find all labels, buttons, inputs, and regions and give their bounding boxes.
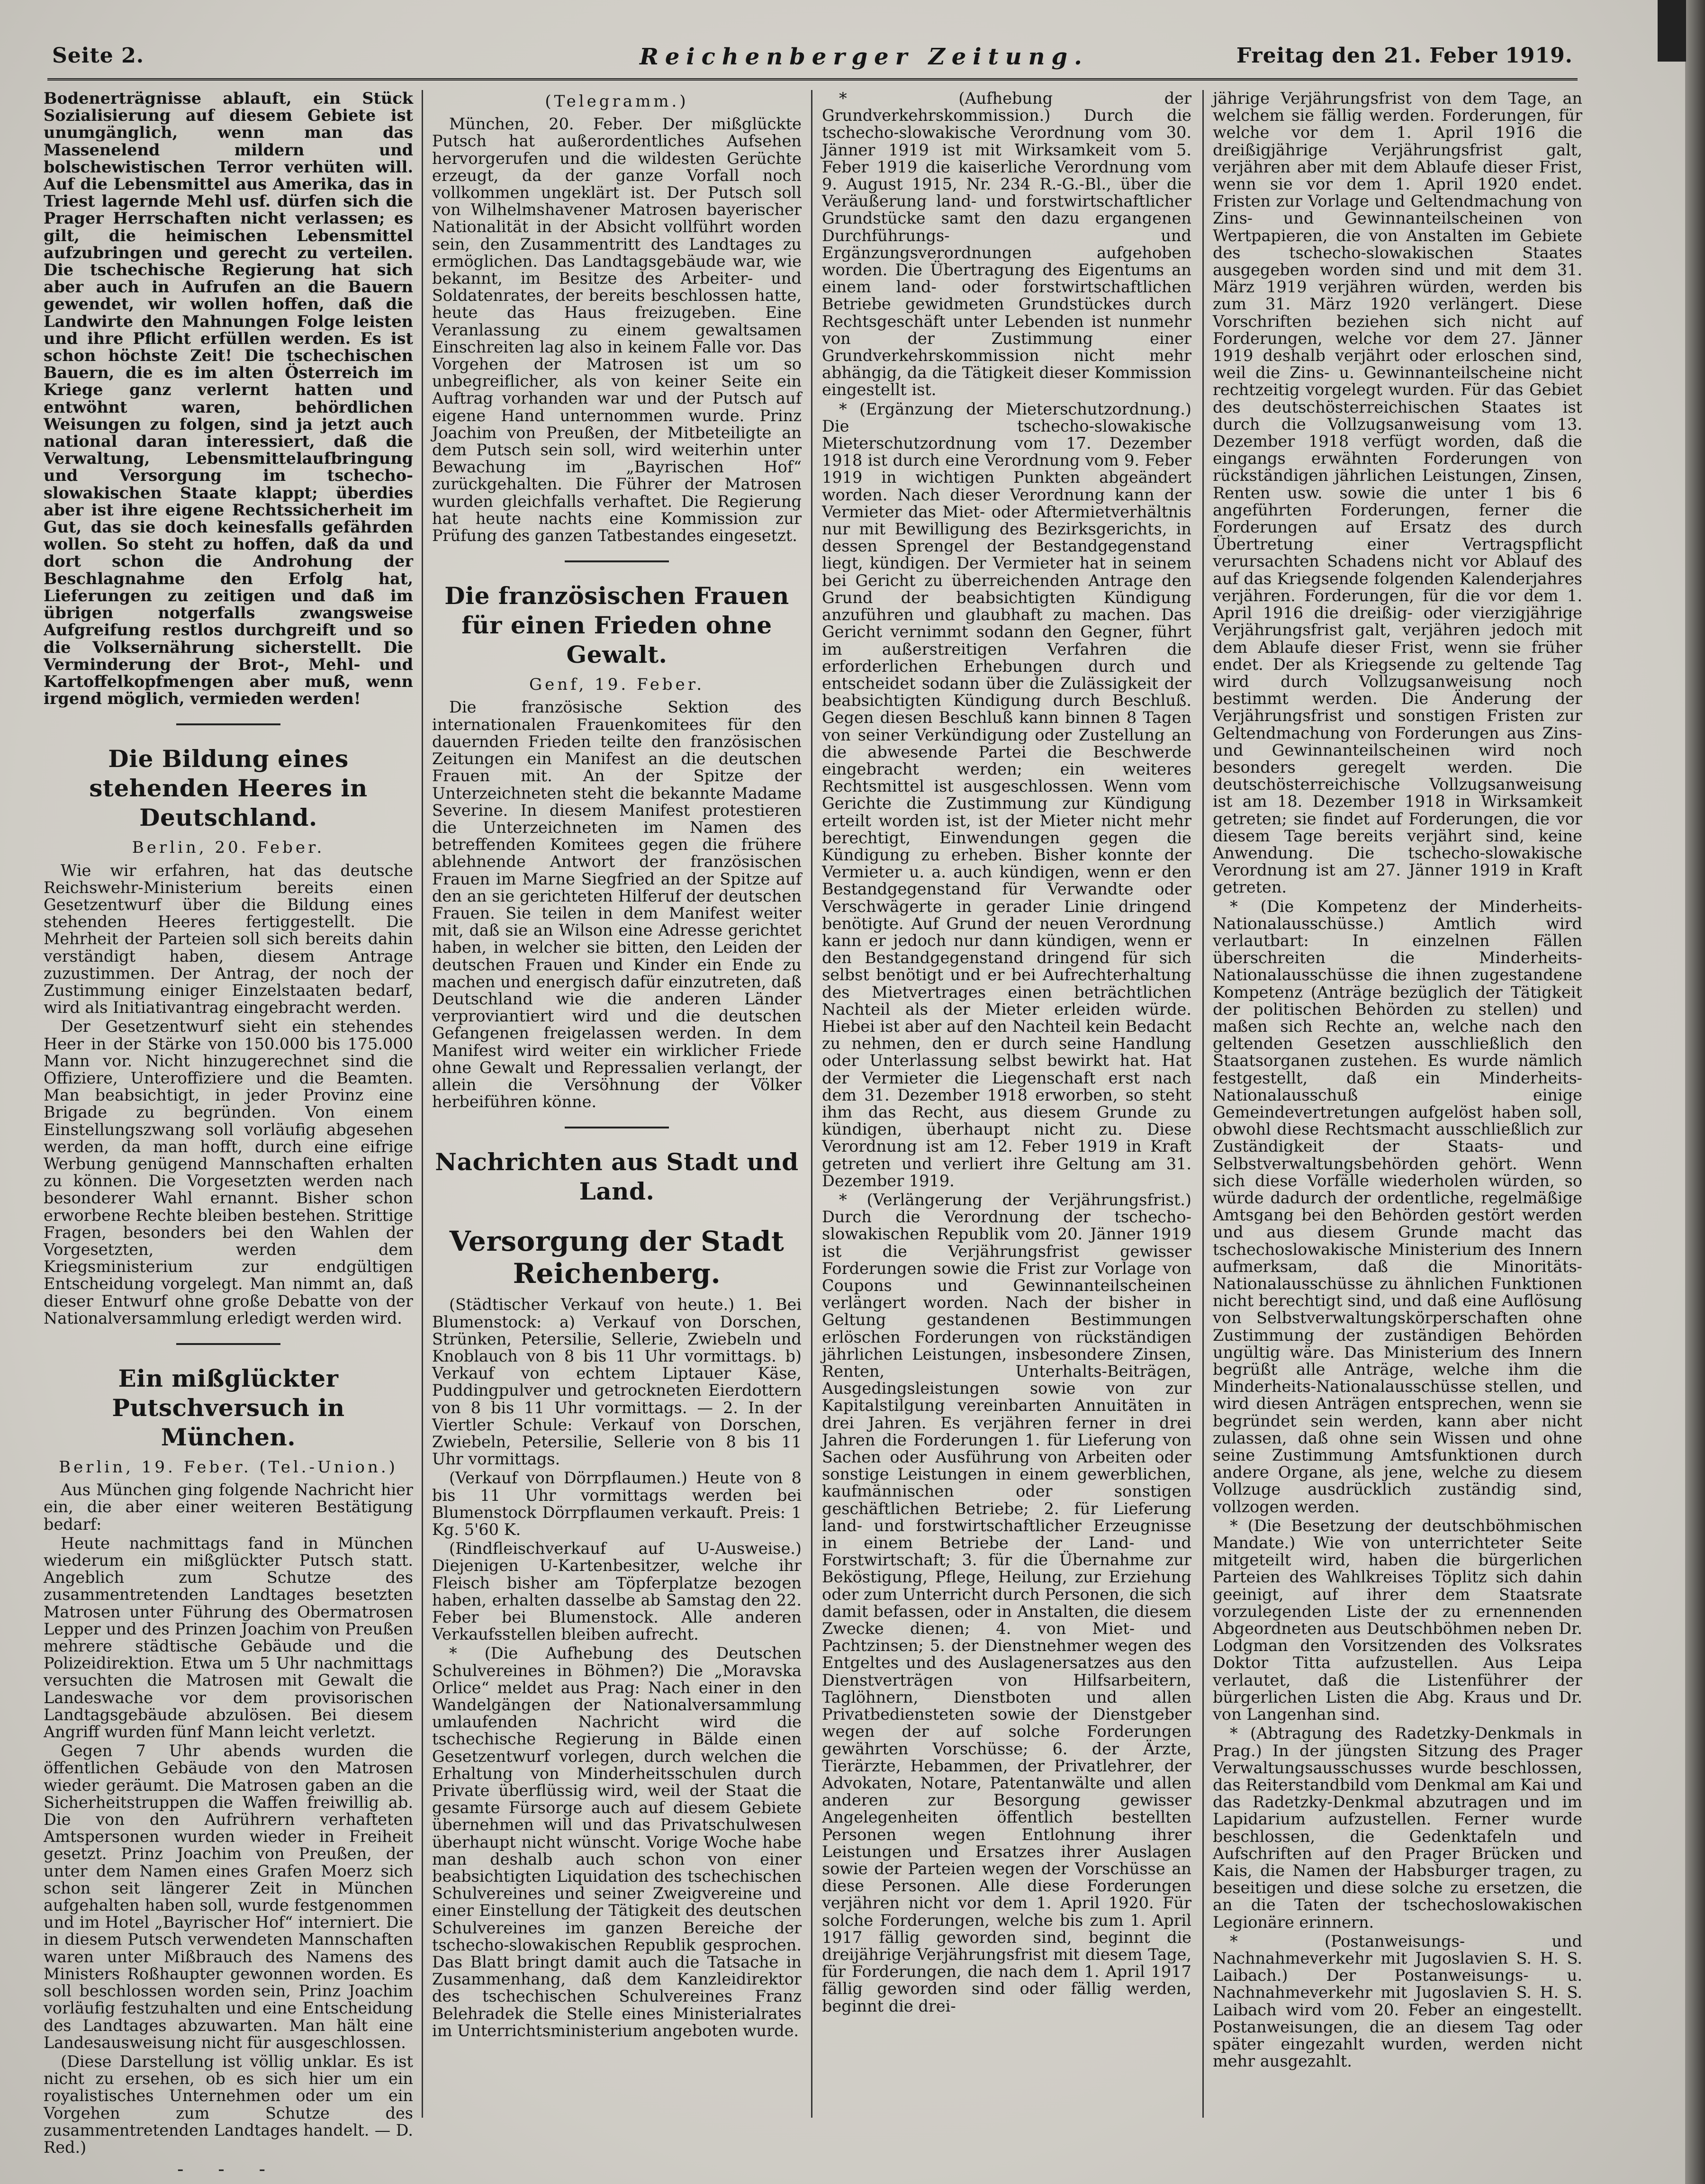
article-divider <box>176 723 280 725</box>
column-rule <box>422 90 423 2118</box>
article-continuation: Bodenerträgnisse ablauft, ein Stück Sozialisierung auf diesem Gebiete ist unumgänglich, wenn man das Massenelend mildern und bolschewistischen Terror verhüten will. Auf die Lebensmittel aus Amerika, das in Triest lagernde Mehl usf. dürfen sich die Prager Herrschaften nicht verlassen; es gilt, die heimischen Lebensmittel aufzubringen und gerecht zu verteilen. Die tschechische Regierung hat sich aber auch in Aufrufen an die Bauern gewendet, wir wollen hoffen, daß die Landwirte den Mahnungen Folge leisten und ihre Pflicht erfüllen werden. Es ist schon höchste Zeit! Die tschechischen Bauern, die es im alten Österreich im Kriege ganz verlernt hatten und entwöhnt waren, behördlichen Weisungen zu folgen, sind ja jetzt auch national daran interessiert, daß die Verwaltung, Lebensmittelaufbringung und Versorgung im tschecho-slowakischen Staate klappt; überdies aber ist ihre eigene Rechtssicherheit im Gut, das sie doch keinesfalls gefährden wollen. So steht zu hoffen, daß da und dort schon die Androhung der Beschlagnahme den Erfolg hat, Lieferungen zu zeitigen und daß im übrigen notgerfalls zwangsweise Aufgreifung restlos durchgreift und so die Volksernährung sicherstellt. Die Verminderung der Brot-, Mehl- und Kartoffelkopfmengen aber muß, wenn irgend möglich, vermieden werden! <box>44 89 413 708</box>
paragraph: * (Die Kompetenz der Minderheits-Nationalausschüsse.) Amtlich wird verlautbart: In einzelnen Fällen überschreiten die Minderheits-Nationalausschüsse die ihnen zugestandene Kompetenz (Anträge bezüglich der Tätigkeit der politischen Behörden zu stellen) und maßen sich Rechte an, welche nach den geltenden Gesetzen ausschließlich den Staatsorganen zustehen. Es wurde nämlich festgestellt, daß ein Minderheits-Nationalausschuß einige Gemeindevertretungen aufgelöst haben soll, obwohl diese Rechtsmacht ausschließlich zur Zuständigkeit der Staats- und Selbstverwaltungsbehörden gehört. Wenn sich diese Vorfälle wiederholen würden, so würde dadurch der ordentliche, regelmäßige Amtsgang bei den Behörden gestört werden und aus diesem Grunde macht das tschechoslowakische Ministerium des Innern aufmerksam, daß die Minoritäts-Nationalausschüsse zu ähnlichen Funktionen nicht berechtigt sind, und daß eine Auflösung von Selbstverwaltungskörperschaften ohne Zustimmung der zuständigen Behörden ungültig wäre. Das Ministerium des Innern begrüßt alle Anträge, welche ihm die Minderheits-Nationalausschüsse stellen, und wird diesen Anträgen entsprechen, wenn sie begründet sein werden, kann aber nicht zulassen, daß ohne sein Wissen und ohne seine Zustimmung Amtsfunktionen durch andere Organe, als jene, welche zu diesem Vollzuge ausdrücklich zuständig sind, vollzogen werden. <box>1213 897 1582 1516</box>
section-end-marks: - - - <box>177 2158 280 2181</box>
paragraph: Heute nachmittags fand in München wiederum ein mißglückter Putsch statt. Angeblich zum Schutze des zusammentretenden Landtages besetzten Matrosen unter Führung des Obermatrosen Lepper und des Prinzen Joachim von Preußen mehrere städtische Gebäude und die Polizeidirektion. Etwa um 5 Uhr nachmittags versuchten die Matrosen mit Gewalt die Landeswache vor dem provisorischen Landtagsgebäude abzulösen. Bei diesem Angriff wurden fünf Mann leicht verletzt. <box>44 1534 413 1742</box>
dateline-putsch: Berlin, 19. Feber. (Tel.-Union.) <box>59 1458 398 1477</box>
dateline-heer: Berlin, 20. Feber. <box>132 838 325 857</box>
paragraph: (Städtischer Verkauf von heute.) 1. Bei Blumenstock: a) Verkauf von Dorschen, Strünken, Petersilie, Sellerie, Zwiebeln und Knoblauch von 8 bis 11 Uhr vormittags. b) Verkauf von echtem Liptauer Käse, Puddingpulver und getrockneten Eierdottern von 8 bis 11 Uhr vormittags. — 2. In der Viertler Schule: Verkauf von Dorschen, Zwiebeln, Petersilie, Sellerie von 8 bis 11 Uhr vormittags. <box>432 1295 802 1469</box>
article-divider <box>176 1343 280 1345</box>
paragraph: Gegen 7 Uhr abends wurden die öffentlichen Gebäude von den Matrosen wieder geräumt. Die Matrosen gaben an die Sicherheitstruppen die Waffen freiwillig ab. Die von den Aufrührern verhafteten Amtspersonen wurden wieder in Freiheit gesetzt. Prinz Joachim von Preußen, der unter dem Namen eines Grafen Moerz sich schon seit längerer Zeit in München aufgehalten haben soll, wurde festgenommen und im Hotel „Bayrischer Hof“ interniert. Die in diesem Putsch verwendeten Mannschaften waren unter Mißbrauch des Namens des Ministers Roßhaupter gewonnen worden. Es soll beschlossen worden sein, Prinz Joachim vorläufig festzuhalten und eine Entscheidung des Landtages abzuwarten. Man hält eine Landesausweisung nicht für ausgeschlossen. <box>44 1742 413 2052</box>
section-heading-stadt: Nachrichten aus Stadt und Land. <box>435 1148 799 1206</box>
paragraph: * (Postanweisungs- und Nachnahmeverkehr mit Jugoslavien S. H. S. Laibach.) Der Postanweisungs- u. Nachnahmeverkehr mit Jugoslavien S. H. S. Laibach wird vom 20. Feber an eingestellt. Postanweisungen, die an diesem Tag oder später eingezahlt wurden, werden nicht mehr ausgezahlt. <box>1213 1931 1582 2071</box>
telegramm-label: (Telegramm.) <box>545 92 689 111</box>
paragraph: Der Gesetzentwurf sieht ein stehendes Heer in der Stärke von 150.000 bis 175.000 Mann vor. Nicht hinzugerechnet sind die Offiziere, Unteroffiziere und die Beamten. Man beabsichtigt, in jeder Provinz eine Brigade zu begründen. Von einem Einstellungszwang soll vorläufig abgesehen werden, da man hofft, durch eine eifrige Werbung genügend Mannschaften erhalten zu können. Die Vorgesetzten werden nach besonderer Wahl ernannt. Bisher schon erworbene Rechte bleiben bestehen. Strittige Fragen, besonders bei den Wahlen der Vorgesetzten, werden dem Kriegsministerium zur endgültigen Entscheidung vorgelegt. Man nimmt an, daß dieser Entwurf ohne große Debatte von der Nationalversammlung erledigt werden wird. <box>44 1017 413 1327</box>
column-3 <box>822 90 1191 2118</box>
paragraph: jährige Verjährungsfrist von dem Tage, an welchem sie fällig werden. Forderungen, für welche vor dem 1. April 1916 die dreißigjährige Verjährungsfrist galt, verjähren aber mit dem Ablaufe dieser Frist, wenn sie vor dem 1. April 1920 endet. Fristen zur Vorlage und Geltendmachung von Zins- und Gewinnanteilscheinen von Wertpapieren, die von Anstalten im Gebiete des tschecho-slowakischen Staates ausgegeben worden sind und mit dem 31. März 1919 verjähren würden, werden bis zum 31. März 1920 verlängert. Diese Vorschriften beziehen sich nicht auf Forderungen, welche vor dem 27. Jänner 1919 deshalb verjährt oder erloschen sind, weil die Zins- u. Gewinnanteilscheine nicht rechtzeitig vorgelegt wurden. Für das Gebiet des deutschösterreichischen Staates ist durch die Vollzugsanweisung vom 13. Dezember 1918 verfügt worden, daß die eingangs erwähnten Forderungen von rückständigen jährlichen Leistungen, Zinsen, Renten usw. sowie die unter 1 bis 6 angeführten Forderungen, ferner die Forderungen auf Ersatz des durch Übertretung einer Vertragspflicht verursachten Schadens nicht vor Ablauf des auf das Kriegsende folgenden Kalenderjahres verjähren. Forderungen, für die vor dem 1. April 1916 die dreißig- oder vierzigjährige Verjährungsfrist galt, verjähren jedoch mit dem Ablaufe dieser Frist, wenn sie früher endet. Der als Kriegsende zu geltende Tag wird durch Vollzugsanweisung noch bestimmt werden. Die Änderung der Verjährungsfrist und sonstigen Fristen zur Geltendmachung von Forderungen aus Zins- und Gewinnanteilscheinen wird noch besonders geregelt werden. Die deutschösterreichische Vollzugsanweisung ist am 18. Dezember 1918 in Wirksamkeit getreten; sie findet auf Forderungen, die vor diesem Tage bereits verjährt sind, keine Anwendung. Die tschecho-slowakische Verordnung ist am 27. Jänner 1919 in Kraft getreten. <box>1213 89 1582 897</box>
paragraph: Aus München ging folgende Nachricht hier ein, die aber einer weiteren Bestätigung bedarf: <box>44 1480 413 1534</box>
article-divider <box>565 560 669 562</box>
header-rule <box>47 78 1578 81</box>
paragraph: Wie wir erfahren, hat das deutsche Reichswehr-Ministerium bereits einen Gesetzentwurf über die Bildung eines stehenden Heeres fertiggestellt. Die Mehrheit der Parteien soll sich bereits dahin verständigt haben, diesem Antrage zuzustimmen. Der Antrag, der noch der Zustimmung einiger Einzelstaaten bedarf, wird als Initiativantrag eingebracht werden. <box>44 861 413 1017</box>
paragraph: * (Die Aufhebung des Deutschen Schulvereines in Böhmen?) Die „Moravska Orlice“ meldet aus Prag: Nach einer in den Wandelgängen der Nationalversammlung umlaufenden Nachricht wird die tschechische Regierung in Bälde einen Gesetzentwurf vorlegen, durch welchen die Erhaltung von Minderheitsschulen durch Private überflüssig wird, weil der Staat die gesamte Fürsorge auch auf diesem Gebiete übernehmen will und das Privatschulwesen überhaupt nicht wünscht. Vorige Woche habe man deshalb auch schon von einer beabsichtigten Liquidation des tschechischen Schulvereines und seiner Zweigvereine und einer Einstellung der Tätigkeit des deutschen Schulvereines im ganzen Bereiche der tschecho-slowakischen Republik gesprochen. Das Blatt bringt damit auch die Tatsache in Zusammenhang, daß dem Kanzleidirektor des tschechischen Schulvereines Franz Belehradek die Stelle eines Ministerialrates im Unterrichtsministerium angeboten wurde. <box>432 1644 802 2040</box>
paragraph: (Verkauf von Dörrpflaumen.) Heute von 8 bis 11 Uhr vormittags werden bei Blumenstock Dörrpflaumen verkauft. Preis: 1 Kg. 5'60 K. <box>432 1469 802 1539</box>
page-number: Seite 2. <box>52 44 144 68</box>
headline-versorgung: Versorgung der Stadt Reichenberg. <box>449 1225 785 1290</box>
scan-edge-corner <box>1658 0 1686 62</box>
paragraph: * (Ergänzung der Mieterschutzordnung.) Die tschecho-slowakische Mieterschutzordnung vom 17. Dezember 1918 ist durch eine Verordnung vom 9. Feber 1919 in wichtigen Punkten abgeändert worden. Nach dieser Verordnung kann der Vermieter das Miet- oder Aftermietverhältnis nur mit Bewilligung des Bezirksgerichts, in dessen Sprengel der Bestandgegenstand liegt, kündigen. Der Vermieter hat in seinem bei Gericht zu überreichenden Antrage den Grund der beabsichtigten Kündigung anzuführen und glaubhaft zu machen. Das Gericht vernimmt sodann den Gegner, führt im außerstreitigen Verfahren die erforderlichen Erhebungen durch und entscheidet sodann über die Zulässigkeit der beabsichtigten Kündigung durch Beschluß. Gegen diesen Beschluß kann binnen 8 Tagen von seiner Verkündigung oder Zustellung an die abwesende Partei die Beschwerde eingebracht werden; ein weiteres Rechtsmittel ist ausgeschlossen. Wenn vom Gerichte die Zustimmung zur Kündigung erteilt worden ist, ist der Mieter nicht mehr berechtigt, Einwendungen gegen die Kündigung zu erheben. Bisher konnte der Vermieter u. a. auch kündigen, wenn er den Bestandgegenstand für Verwandte oder Verschwägerte in gerader Linie dringend benötigte. Auf Grund der neuen Verordnung kann er jedoch nur dann kündigen, wenn er den Bestandgegenstand dringend für sich selbst benötigt und er bei Aufrechterhaltung des Mietvertrages einen beträchtlichen Nachteil als der Mieter erleiden würde. Hiebei ist aber auf den Nachteil kein Bedacht zu nehmen, den er durch seine Handlung oder Unterlassung selbst bewirkt hat. Hat der Vermieter die Liegenschaft erst nach dem 31. Dezember 1918 erworben, so steht ihm das Recht, aus diesem Grunde zu kündigen, überhaupt nicht zu. Diese Verordnung ist am 12. Feber 1919 in Kraft getreten und verliert ihre Geltung am 31. Dezember 1919. <box>822 399 1191 1190</box>
column-4 <box>1213 90 1582 2118</box>
paragraph: * (Verlängerung der Verjährungsfrist.) Durch die Verordnung der tschecho-slowakischen Republik vom 20. Jänner 1919 ist die Verjährungsfrist gewisser Forderungen sowie die Frist zur Vorlage von Coupons und Gewinnanteilscheinen verlängert worden. Nach der bisher in Geltung gestandenen Bestimmungen erlöschen Forderungen von rückständigen jährlichen Leistungen, insbesondere Zinsen, Renten, Unterhalts-Beiträgen, Ausgedingsleistungen sowie von zur Kapitalstilgung vereinbarten Annuitäten in drei Jahren. Es verjähren ferner in drei Jahren die Forderungen 1. für Lieferung von Sachen oder Ausführung von Arbeiten oder sonstige Leistungen in einem gewerblichen, kaufmännischen oder sonstigen geschäftlichen Betriebe; 2. für Lieferung land- und forstwirtschaftlicher Erzeugnisse in einem Betriebe der Land- und Forstwirtschaft; 3. für die Übernahme zur Beköstigung, Pflege, Heilung, zur Erziehung oder zum Unterricht durch Personen, die sich damit befassen, oder in Anstalten, die diesem Zwecke dienen; 4. von Miet- und Pachtzinsen; 5. der Dienstnehmer wegen des Entgeltes und des Auslagenersatzes aus den Dienstverträgen von Hilfsarbeitern, Taglöhnern, Dienstboten und allen Privatbediensteten sowie der Dienstgeber wegen der auf solche Forderungen gewährten Vorschüsse; 6. der Ärzte, Tierärzte, Hebammen, der Privatlehrer, der Advokaten, Notare, Patentanwälte und allen anderen zur Besorgung gewisser Angelegenheiten öffentlich bestellten Personen wegen Entlohnung ihrer Leistungen und Ersatzes ihrer Auslagen sowie der Parteien wegen der Vorschüsse an diese Personen. Alle diese Forderungen verjähren nicht vor dem 1. April 1920. Für solche Forderungen, welche bis zum 1. April 1917 fällig geworden sind, beginnt die dreijährige Verjährungsfrist mit diesem Tage, für Forderungen, die nach dem 1. April 1917 fällig geworden sind oder fällig werden, beginnt die drei- <box>822 1191 1191 2015</box>
headline-heer: Die Bildung eines stehenden Heeres in Deutschland. <box>89 745 368 832</box>
headline-putsch: Ein mißglückter Putschversuch in München. <box>112 1364 345 1451</box>
paragraph: (Rindfleischverkauf auf U-Ausweise.) Diejenigen U-Kartenbesitzer, welche ihr Fleisch bisher am Töpferplatze bezogen haben, erhalten dasselbe ab Samstag den 22. Feber bei Blumenstock. Alle anderen Verkaufsstellen bleiben aufrecht. <box>432 1539 802 1644</box>
scan-edge <box>1685 0 1705 2184</box>
paragraph: (Diese Darstellung ist völlig unklar. Es ist nicht zu ersehen, ob es sich hier um ein royalistisches Unternehmen oder um ein Vorgehen zum Schutze des zusammentretenden Landtages handelt. — D. Red.) <box>44 2052 413 2157</box>
column-1 <box>44 89 413 2181</box>
paragraph: * (Aufhebung der Grundverkehrskommission.) Durch die tschecho-slowakische Verordnung vom 30. Jänner 1919 ist mit Wirksamkeit vom 5. Feber 1919 die kaiserliche Verordnung vom 9. August 1915, Nr. 234 R.-G.-Bl., über die Veräußerung land- und forstwirtschaftlicher Grundstücke samt den dazu ergangenen Durchführungs- und Ergänzungsverordnungen aufgehoben worden. Die Übertragung des Eigentums an einem land- oder forstwirtschaftlichen Betriebe gewidmeten Grundstückes durch Rechtsgeschäft unter Lebenden ist nunmehr von der Zustimmung einer Grundverkehrskommission nicht mehr abhängig, da die Tätigkeit dieser Kommission eingestellt ist. <box>822 89 1191 399</box>
paragraph: * (Die Besetzung der deutschböhmischen Mandate.) Wie von unterrichteter Seite mitgeteilt wird, haben die bürgerlichen Parteien des Wahlkreises Töplitz sich dahin geeinigt, auf ihrer dem Staatsrate vorzulegenden Liste der zu ernennenden Abgeordneten aus Deutschböhmen neben Dr. Lodgman den Vorsitzenden des Volksrates Doktor Titta aufzustellen. Aus Leipa verlautet, daß die Listenführer der bürgerlichen Listen die Abg. Kraus und Dr. von Langenhan sind. <box>1213 1516 1582 1724</box>
column-rule <box>811 90 812 2118</box>
page-header <box>52 44 1573 72</box>
paragraph: Die französische Sektion des internationalen Frauenkomitees für den dauernden Frieden teilte den französischen Zeitungen ein Manifest an die deutschen Frauen mit. An der Spitze der Unterzeichneten steht die bekannte Madame Severine. In diesem Manifest protestieren die Unterzeichneten im Namen des betreffenden Komitees gegen die frühere ablehnende Antwort der französischen Frauen im Marne Siegfried an der Spitze auf den an sie gerichteten Hilferuf der deutschen Frauen. Sie teilen in dem Manifest weiter mit, daß sie an Wilson eine Adresse gerichtet haben, in welcher sie bitten, den Leiden der deutschen Frauen und Kinder ein Ende zu machen und energisch dafür einzutreten, daß Deutschland wie die anderen Länder verproviantiert wird und die deutschen Gefangenen freigelassen werden. In dem Manifest wird weiter ein wirklicher Friede ohne Gewalt und Repressalien verlangt, der allein die Versöhnung der Völker herbeiführen könne. <box>432 698 802 1111</box>
column-2 <box>432 90 802 2118</box>
dateline-frauen: Genf, 19. Feber. <box>529 675 705 695</box>
issue-date: Freitag den 21. Feber 1919. <box>1236 44 1573 68</box>
paragraph: München, 20. Feber. Der mißglückte Putsch hat außerordentliches Aufsehen hervorgerufen und die wildesten Gerüchte erzeugt, da der ganze Vorfall noch vollkommen ungeklärt ist. Der Putsch soll von Wilhelmshavener Matrosen bayerischer Nationalität in der Absicht vollführt worden sein, den Zusammentritt des Landtages zu ermöglichen. Das Landtagsgebäude war, wie bekannt, im Besitze des Arbeiter- und Soldatenrates, der bereits beschlossen hatte, heute das Haus freizugeben. Eine Veranlassung zu einem gewaltsamen Einschreiten lag also in keinem Falle vor. Das Vorgehen der Matrosen ist um so unbegreiflicher, als von keiner Seite ein Auftrag vorhanden war und der Putsch auf eigene Hand unternommen wurde. Prinz Joachim von Preußen, der Mitbeteiligte an dem Putsch sein soll, wird weiterhin unter Bewachung im „Bayrischen Hof“ zurückgehalten. Die Führer der Matrosen wurden gleichfalls verhaftet. Die Regierung hat heute nachts eine Kommission zur Prüfung des ganzen Tatbestandes eingesetzt. <box>432 115 802 545</box>
headline-frauen: Die französischen Frauen für einen Frieden ohne Gewalt. <box>444 582 789 669</box>
column-rule <box>1202 90 1204 2118</box>
article-divider <box>565 1127 669 1128</box>
paragraph: * (Abtragung des Radetzky-Denkmals in Prag.) In der jüngsten Sitzung des Prager Verwaltungsausschusses wurde beschlossen, das Reiterstandbild vom Denkmal am Kai und das Radetzky-Denkmal abzutragen und im Lapidarium aufzustellen. Ferner wurde beschlossen, die Gedenktafeln und Aufschriften auf den Prager Brücken und Kais, die Namen der Habsburger tragen, zu beseitigen und diese solche zu ersetzen, die an die Taten der tschechoslowakischen Legionäre erinnern. <box>1213 1724 1582 1931</box>
newspaper-title: Reichenberger Zeitung. <box>640 44 1089 70</box>
